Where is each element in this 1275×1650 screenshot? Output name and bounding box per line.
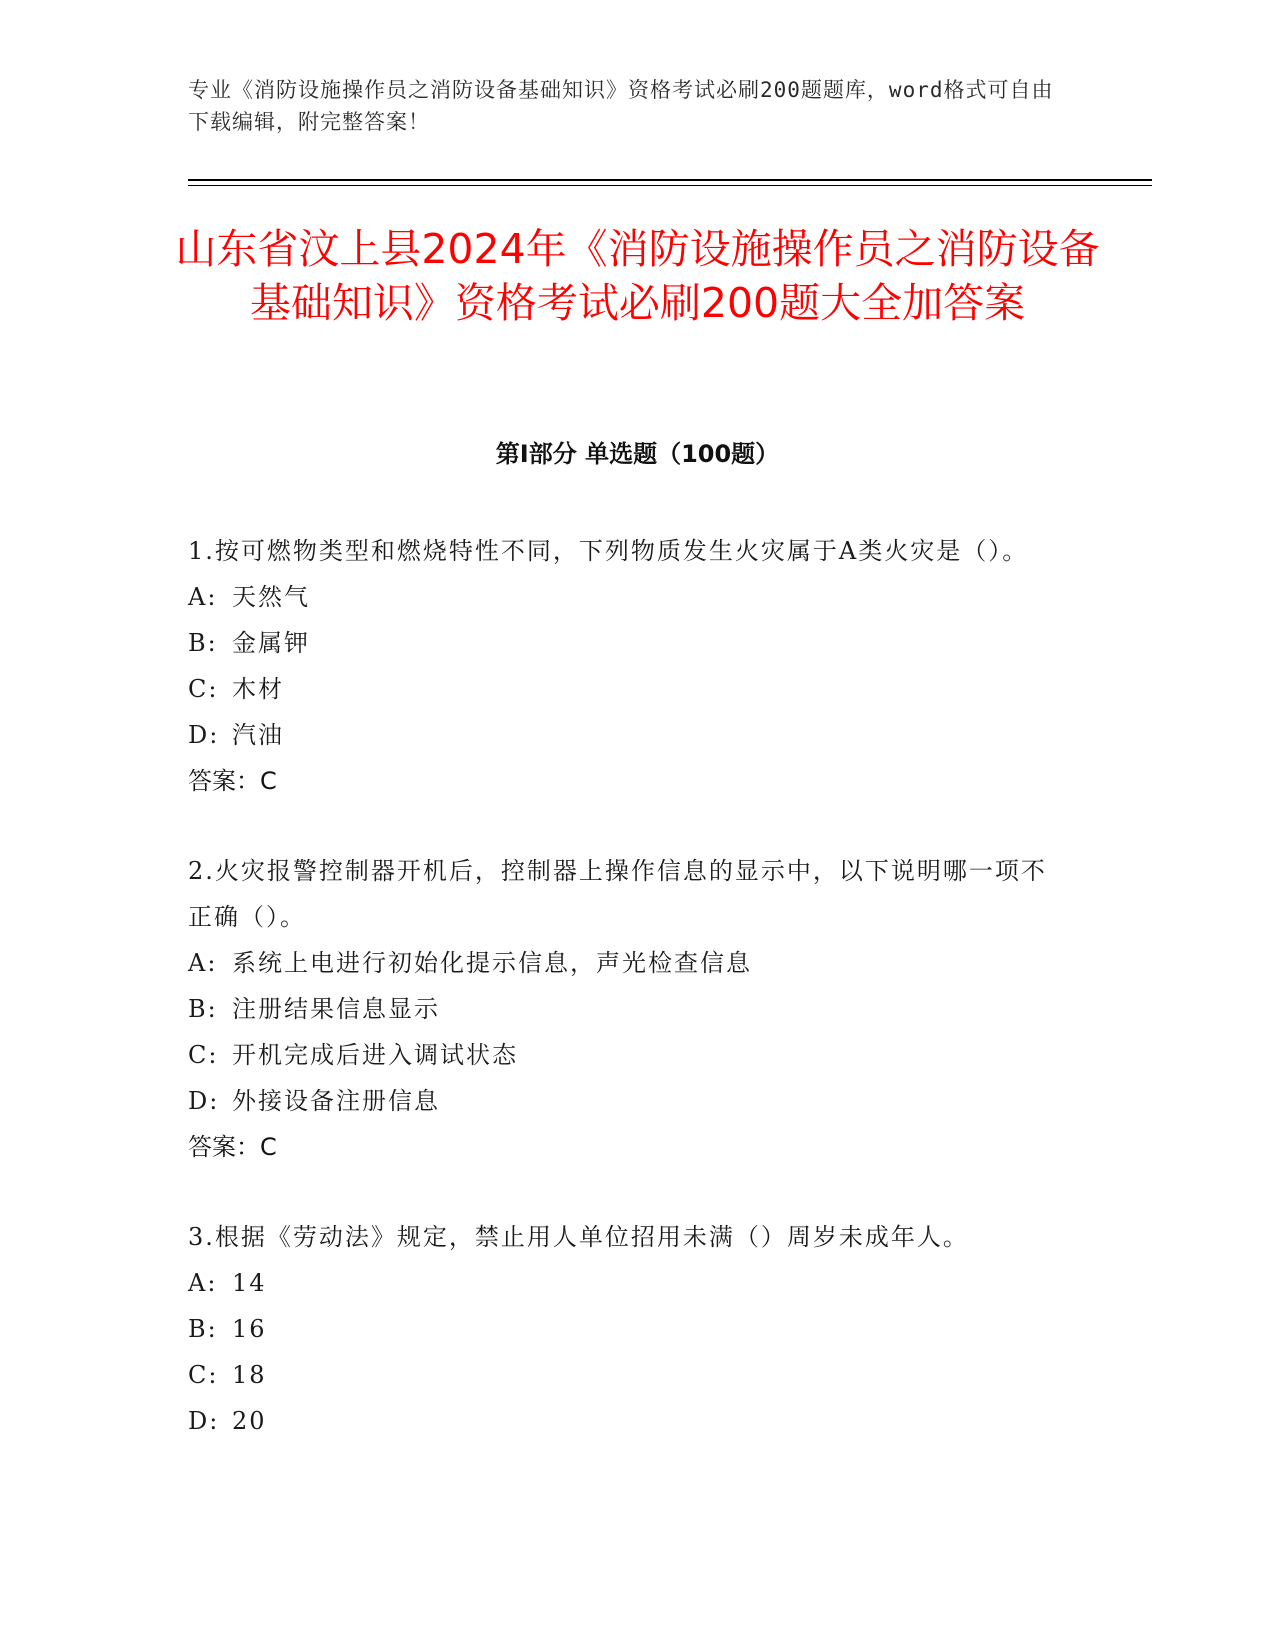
option-text: 16 [232,1315,267,1343]
document-title: 山东省汶上县2024年《消防设施操作员之消防设备基础知识》资格考试必刷200题大全加答案 [175,225,1100,327]
option-text: 14 [232,1269,267,1297]
option-d [188,1078,1068,1124]
question-list [188,528,1068,1488]
option-b [188,1306,1068,1352]
option-b [188,986,1068,1032]
question-1 [188,528,1068,804]
header-divider-thick [188,179,1152,181]
option-letter: C: [188,675,219,703]
option-text: 系统上电进行初始化提示信息，声光检查信息 [232,949,752,977]
option-letter: A: [188,583,218,611]
option-c [188,666,1068,712]
option-text: 天然气 [232,583,310,611]
option-letter: A: [188,1269,218,1297]
option-letter: B: [188,629,218,657]
option-d [188,1398,1068,1444]
option-c [188,1032,1068,1078]
option-text: 开机完成后进入调试状态 [232,1041,518,1069]
option-b [188,620,1068,666]
question-3 [188,1214,1068,1444]
option-letter: B: [188,1315,218,1343]
option-letter: A: [188,949,218,977]
option-letter: D: [188,1407,220,1435]
question-stem: 2.火灾报警控制器开机后，控制器上操作信息的显示中，以下说明哪一项不正确（）。 [188,857,1047,931]
question-2 [188,848,1068,1170]
option-letter: D: [188,1087,220,1115]
question-stem: 1.按可燃物类型和燃烧特性不同，下列物质发生火灾属于A类火灾是（）。 [188,537,1029,565]
option-a [188,1260,1068,1306]
question-stem: 3.根据《劳动法》规定，禁止用人单位招用未满（）周岁未成年人。 [188,1223,969,1251]
option-a [188,574,1068,620]
option-letter: D: [188,721,220,749]
option-text: 注册结果信息显示 [232,995,440,1023]
option-text: 汽油 [232,721,284,749]
header-note: 专业《消防设施操作员之消防设备基础知识》资格考试必刷200题题库，word格式可自由下载编辑，附完整答案！ [188,78,1054,134]
option-d [188,712,1068,758]
option-text: 金属钾 [232,629,310,657]
option-a [188,940,1068,986]
option-text: 外接设备注册信息 [232,1087,440,1115]
option-text: 木材 [232,675,284,703]
option-text: 20 [232,1407,267,1435]
option-c [188,1352,1068,1398]
option-letter: C: [188,1041,219,1069]
option-letter: B: [188,995,218,1023]
section-title: 第Ⅰ部分 单选题（100题） [495,440,780,468]
answer-line: 答案：C [188,767,277,795]
header-divider-thin [188,185,1152,186]
option-text: 18 [232,1361,267,1389]
option-letter: C: [188,1361,219,1389]
answer-line: 答案：C [188,1133,277,1161]
